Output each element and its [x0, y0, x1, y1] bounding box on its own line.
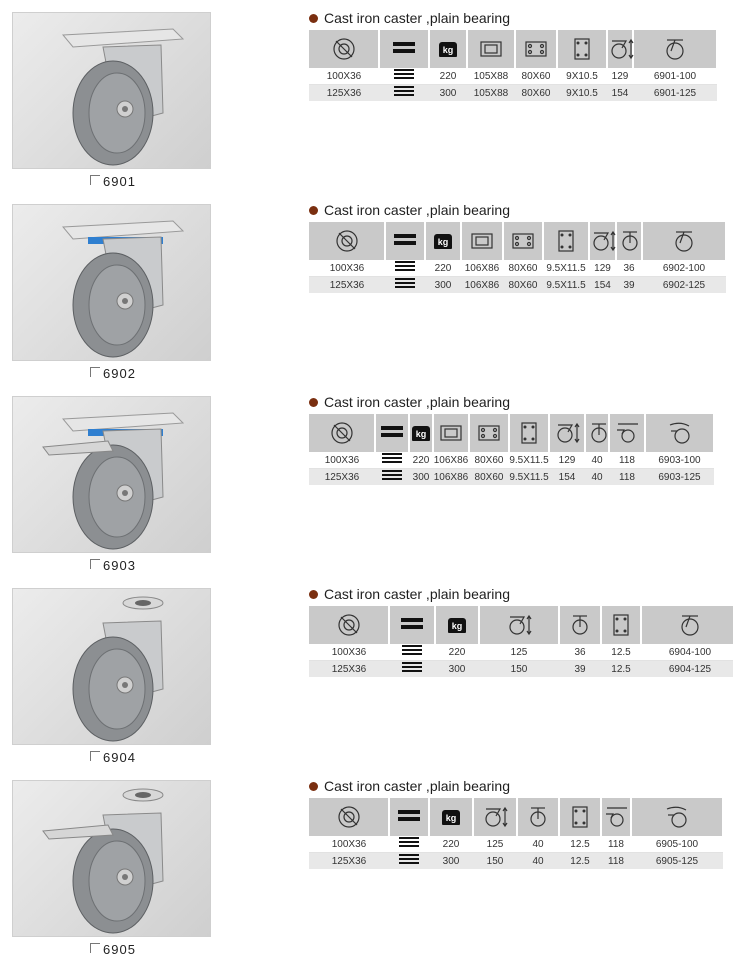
spec-table	[309, 30, 718, 101]
bars-icon	[389, 644, 435, 661]
table-cell: 6905-125	[631, 853, 723, 870]
table-cell: 300	[429, 85, 467, 102]
table-cell: 220	[425, 260, 461, 277]
table-cell: 12.5	[559, 836, 601, 853]
spec-header-cell	[509, 414, 549, 452]
product-section	[0, 0, 733, 192]
swivel-icon	[642, 612, 733, 638]
table-row	[309, 452, 714, 469]
spec-header-cell	[601, 798, 631, 836]
table-cell: 9.5X11.5	[543, 260, 589, 277]
spec-header-cell	[601, 606, 641, 644]
section-title	[309, 10, 510, 26]
spec-header-cell	[616, 222, 642, 260]
bars-icon	[389, 836, 429, 853]
table-cell: 6902-100	[642, 260, 726, 277]
wheel-size-icon	[309, 612, 388, 638]
spec-header-cell	[589, 222, 616, 260]
table-cell: 80X60	[469, 469, 509, 486]
spec-header-cell	[473, 798, 517, 836]
table-cell: 80X60	[503, 260, 543, 277]
caster-photo	[12, 12, 211, 169]
section-title	[309, 394, 510, 410]
model-number	[90, 366, 136, 381]
product-section	[0, 768, 733, 960]
table-cell: 118	[609, 452, 645, 469]
offset-icon	[586, 420, 608, 446]
spec-header-cell	[433, 414, 469, 452]
spec-header-cell	[517, 798, 559, 836]
table-cell: 300	[429, 853, 473, 870]
table-row	[309, 644, 733, 661]
section-title-text: Cast iron caster ,plain bearing	[324, 10, 510, 26]
offset-icon	[560, 612, 600, 638]
bullet-icon	[309, 206, 318, 215]
spec-header-cell	[642, 222, 726, 260]
spec-header-cell	[557, 30, 607, 68]
section-title	[309, 202, 510, 218]
table-cell: 154	[607, 85, 633, 102]
brake-swivel-icon	[646, 420, 713, 446]
plate-size-icon	[468, 36, 514, 62]
spec-header-cell	[309, 222, 385, 260]
table-cell: 220	[435, 644, 479, 661]
spec-header-cell	[379, 30, 429, 68]
spec-header-cell	[559, 606, 601, 644]
spec-table	[309, 798, 724, 869]
load-kg-icon: kg	[442, 810, 460, 825]
table-cell: 105X88	[467, 85, 515, 102]
spec-header-row	[309, 606, 733, 644]
bullet-icon	[309, 398, 318, 407]
corner-mark-icon	[90, 943, 100, 953]
table-cell: 6905-100	[631, 836, 723, 853]
table-cell: 12.5	[601, 661, 641, 678]
table-cell: 105X88	[467, 68, 515, 85]
spec-header-cell	[469, 414, 509, 452]
spec-header-row	[309, 30, 717, 68]
equals-icon	[381, 423, 403, 440]
table-cell: 125X36	[309, 853, 389, 870]
table-cell: 100X36	[309, 68, 379, 85]
table-cell: 6901-125	[633, 85, 717, 102]
table-cell: 118	[609, 469, 645, 486]
height-icon	[474, 804, 516, 830]
bars-icon	[389, 661, 435, 678]
spec-header-cell	[479, 606, 559, 644]
table-cell: 129	[589, 260, 616, 277]
table-cell: 80X60	[515, 68, 557, 85]
table-cell: 150	[479, 661, 559, 678]
table-cell: 6902-125	[642, 277, 726, 294]
table-cell: 125X36	[309, 469, 375, 486]
corner-mark-icon	[90, 559, 100, 569]
table-row	[309, 277, 726, 294]
spec-header-cell	[515, 30, 557, 68]
spec-header-cell	[389, 606, 435, 644]
table-cell: 36	[559, 644, 601, 661]
wheel-size-icon	[309, 804, 388, 830]
spec-header-cell	[309, 798, 389, 836]
spec-header-cell	[309, 414, 375, 452]
section-title	[309, 586, 510, 602]
bars-icon	[389, 853, 429, 870]
bars-icon	[375, 452, 409, 469]
product-section	[0, 384, 733, 576]
table-cell: 129	[549, 452, 585, 469]
bars-icon	[385, 277, 425, 294]
spec-header-cell	[559, 798, 601, 836]
spec-header-cell	[645, 414, 714, 452]
product-section	[0, 192, 733, 384]
spec-header-cell	[543, 222, 589, 260]
bolt-hole-spacing-icon	[516, 36, 556, 62]
corner-mark-icon	[90, 367, 100, 377]
spec-header-cell	[409, 414, 433, 452]
spec-header-row	[309, 222, 726, 260]
load-kg-icon: kg	[448, 618, 466, 633]
spec-header-cell	[309, 606, 389, 644]
table-row	[309, 85, 717, 102]
product-section	[0, 576, 733, 768]
section-title-text: Cast iron caster ,plain bearing	[324, 394, 510, 410]
table-cell: 6903-100	[645, 452, 714, 469]
spec-header-cell	[429, 30, 467, 68]
bars-icon	[375, 469, 409, 486]
table-cell: 100X36	[309, 836, 389, 853]
table-cell: 150	[473, 853, 517, 870]
model-number-text: 6902	[103, 366, 136, 381]
table-cell: 106X86	[461, 277, 503, 294]
table-cell: 125	[473, 836, 517, 853]
table-cell: 9.5X11.5	[509, 452, 549, 469]
bullet-icon	[309, 590, 318, 599]
table-cell: 9.5X11.5	[543, 277, 589, 294]
model-number-text: 6904	[103, 750, 136, 765]
spec-header-cell	[385, 222, 425, 260]
caster-photo	[12, 588, 211, 745]
table-cell: 12.5	[559, 853, 601, 870]
table-cell: 12.5	[601, 644, 641, 661]
spec-header-cell	[631, 798, 723, 836]
spec-header-cell	[309, 30, 379, 68]
caster-photo	[12, 396, 211, 553]
swivel-icon	[643, 228, 725, 254]
load-kg-icon: kg	[439, 42, 457, 57]
wheel-size-icon	[309, 36, 378, 62]
table-cell: 6904-125	[641, 661, 733, 678]
table-cell: 6903-125	[645, 469, 714, 486]
table-cell: 40	[517, 853, 559, 870]
height-icon	[480, 612, 558, 638]
table-cell: 40	[585, 452, 609, 469]
table-row	[309, 260, 726, 277]
table-cell: 125X36	[309, 661, 389, 678]
model-number	[90, 750, 136, 765]
corner-mark-icon	[90, 175, 100, 185]
model-number	[90, 942, 136, 957]
table-cell: 118	[601, 853, 631, 870]
bolt-hole-icon	[510, 420, 548, 446]
table-cell: 125X36	[309, 85, 379, 102]
bolt-hole-icon	[560, 804, 600, 830]
table-cell: 220	[429, 836, 473, 853]
table-cell: 154	[589, 277, 616, 294]
spec-header-cell	[425, 222, 461, 260]
load-kg-icon: kg	[412, 426, 430, 441]
equals-icon	[394, 231, 416, 248]
table-row	[309, 853, 723, 870]
table-cell: 9.5X11.5	[509, 469, 549, 486]
table-cell: 300	[409, 469, 433, 486]
table-cell: 129	[607, 68, 633, 85]
spec-header-cell	[585, 414, 609, 452]
wheel-size-icon	[309, 228, 384, 254]
table-cell: 300	[435, 661, 479, 678]
table-cell: 125	[479, 644, 559, 661]
bolt-hole-spacing-icon	[470, 420, 508, 446]
equals-icon	[393, 39, 415, 56]
bars-icon	[385, 260, 425, 277]
table-cell: 100X36	[309, 644, 389, 661]
swivel-icon	[634, 36, 716, 62]
model-number	[90, 558, 136, 573]
table-cell: 220	[429, 68, 467, 85]
spec-header-cell	[435, 606, 479, 644]
caster-photo	[12, 204, 211, 361]
spec-header-row	[309, 798, 723, 836]
spec-header-cell	[503, 222, 543, 260]
spec-table	[309, 222, 727, 293]
table-cell: 80X60	[469, 452, 509, 469]
spec-header-row	[309, 414, 714, 452]
spec-header-cell	[467, 30, 515, 68]
equals-icon	[398, 807, 420, 824]
spec-header-cell	[609, 414, 645, 452]
plate-size-icon	[434, 420, 468, 446]
spec-header-cell	[633, 30, 717, 68]
table-cell: 80X60	[515, 85, 557, 102]
table-cell: 300	[425, 277, 461, 294]
brake-swivel-icon	[632, 804, 722, 830]
model-number-text: 6903	[103, 558, 136, 573]
table-cell: 80X60	[503, 277, 543, 294]
spec-header-cell	[389, 798, 429, 836]
section-title-text: Cast iron caster ,plain bearing	[324, 778, 510, 794]
table-cell: 106X86	[461, 260, 503, 277]
table-row	[309, 68, 717, 85]
table-cell: 125X36	[309, 277, 385, 294]
height-icon	[550, 420, 584, 446]
table-cell: 39	[616, 277, 642, 294]
spec-header-cell	[641, 606, 733, 644]
bolt-hole-icon	[544, 228, 588, 254]
table-cell: 106X86	[433, 469, 469, 486]
height-icon	[590, 228, 615, 254]
brake-width-icon	[602, 804, 630, 830]
spec-header-cell	[429, 798, 473, 836]
wheel-size-icon	[309, 420, 374, 446]
table-cell: 6901-100	[633, 68, 717, 85]
corner-mark-icon	[90, 751, 100, 761]
spec-header-cell	[607, 30, 633, 68]
table-cell: 154	[549, 469, 585, 486]
table-cell: 39	[559, 661, 601, 678]
table-cell: 36	[616, 260, 642, 277]
table-cell: 9X10.5	[557, 85, 607, 102]
spec-header-cell	[375, 414, 409, 452]
spec-header-cell	[461, 222, 503, 260]
load-kg-icon: kg	[434, 234, 452, 249]
bolt-hole-icon	[558, 36, 606, 62]
offset-icon	[617, 228, 641, 254]
table-row	[309, 661, 733, 678]
offset-icon	[518, 804, 558, 830]
section-title-text: Cast iron caster ,plain bearing	[324, 586, 510, 602]
table-cell: 100X36	[309, 452, 375, 469]
table-cell: 220	[409, 452, 433, 469]
model-number	[90, 174, 136, 189]
bullet-icon	[309, 14, 318, 23]
caster-photo	[12, 780, 211, 937]
section-title-text: Cast iron caster ,plain bearing	[324, 202, 510, 218]
section-title	[309, 778, 510, 794]
model-number-text: 6905	[103, 942, 136, 957]
bolt-hole-icon	[602, 612, 640, 638]
bars-icon	[379, 85, 429, 102]
bolt-hole-spacing-icon	[504, 228, 542, 254]
table-row	[309, 836, 723, 853]
height-icon	[608, 36, 632, 62]
table-row	[309, 469, 714, 486]
table-cell: 40	[585, 469, 609, 486]
model-number-text: 6901	[103, 174, 136, 189]
bars-icon	[379, 68, 429, 85]
spec-table	[309, 606, 733, 677]
table-cell: 118	[601, 836, 631, 853]
table-cell: 40	[517, 836, 559, 853]
table-cell: 9X10.5	[557, 68, 607, 85]
brake-width-icon	[610, 420, 644, 446]
table-cell: 106X86	[433, 452, 469, 469]
spec-header-cell	[549, 414, 585, 452]
table-cell: 6904-100	[641, 644, 733, 661]
spec-table	[309, 414, 715, 485]
table-cell: 100X36	[309, 260, 385, 277]
bullet-icon	[309, 782, 318, 791]
equals-icon	[401, 615, 423, 632]
plate-size-icon	[462, 228, 502, 254]
